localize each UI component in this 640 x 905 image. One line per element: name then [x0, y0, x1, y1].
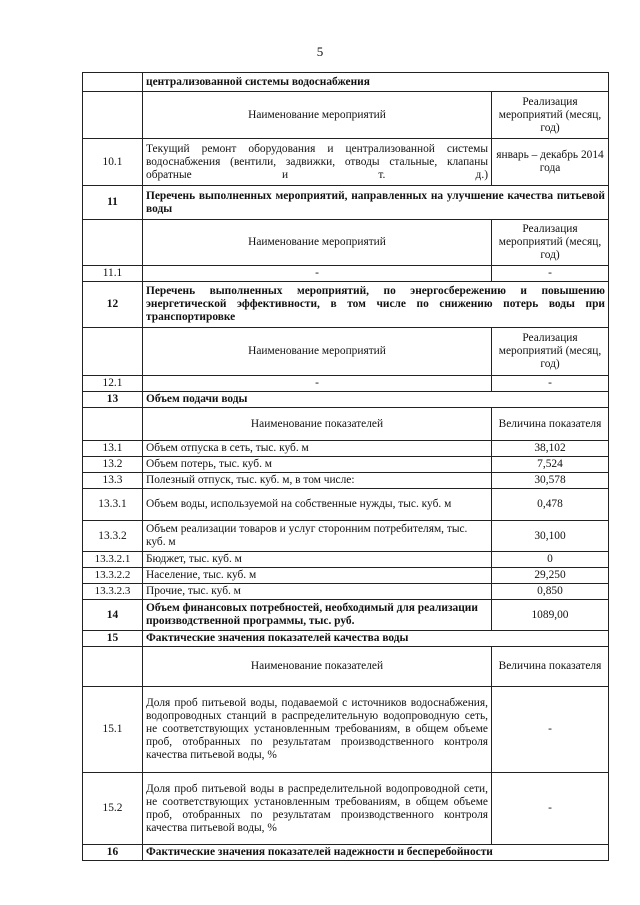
row-number: 12	[83, 282, 143, 328]
section-row	[83, 631, 609, 647]
header-row	[83, 92, 609, 139]
row-number: 13.3.2	[83, 521, 143, 552]
row-text: -	[143, 376, 492, 392]
row-number: 16	[83, 845, 143, 861]
column-header-value: Величина показателя	[492, 647, 609, 687]
header-row	[83, 328, 609, 376]
column-header-name: Наименование показателей	[143, 647, 492, 687]
table-row	[83, 489, 609, 521]
row-value: -	[492, 376, 609, 392]
table-row	[83, 521, 609, 552]
row-text: Объем реализации товаров и услуг сторонним потребителям, тыс. куб. м	[143, 521, 492, 552]
num-cell	[83, 408, 143, 441]
row-number: 10.1	[83, 139, 143, 186]
section-row	[83, 845, 609, 861]
row-value: 0,478	[492, 489, 609, 521]
row-text: Объем воды, используемой на собственные нужды, тыс. куб. м	[143, 489, 492, 521]
num-cell	[83, 73, 143, 92]
table-row	[83, 376, 609, 392]
section-row	[83, 392, 609, 408]
row-number: 11.1	[83, 266, 143, 282]
section-title: Перечень выполненных мероприятий, направленных на улучшение качества питьевой воды	[143, 186, 609, 220]
column-header-realization: Реализация мероприятий (месяц, год)	[492, 220, 609, 266]
section-title: Фактические значения показателей надежности и бесперебойности	[143, 845, 609, 861]
column-header-name: Наименование мероприятий	[143, 92, 492, 139]
row-number: 13	[83, 392, 143, 408]
table-row	[83, 552, 609, 568]
row-text: -	[143, 266, 492, 282]
row-text: Объем потерь, тыс. куб. м	[143, 457, 492, 473]
row-number: 13.3.2.2	[83, 568, 143, 584]
table-row	[83, 457, 609, 473]
section-title: Объем подачи воды	[143, 392, 609, 408]
row-text: Бюджет, тыс. куб. м	[143, 552, 492, 568]
row-value: 30,578	[492, 473, 609, 489]
row-number: 12.1	[83, 376, 143, 392]
header-row	[83, 220, 609, 266]
section-title: Перечень выполненных мероприятий, по энергосбережению и повышению энергетической эффективности, в том числе по снижению потерь воды при транспортировке	[143, 282, 609, 328]
row-text: Объем финансовых потребностей, необходимый для реализации производственной программы, тыс. руб.	[143, 600, 492, 631]
row-value: январь – декабрь 2014 года	[492, 139, 609, 186]
row-value: -	[492, 773, 609, 845]
row-number: 15.1	[83, 687, 143, 773]
row-text: Доля проб питьевой воды, подаваемой с источников водоснабжения, водопроводных станций в распределительную водопроводную сеть, не соответствующих установленным требованиям, в общем объеме проб, отобранных по результатам производственного контроля качества питьевой воды, %	[143, 687, 492, 773]
row-number: 13.2	[83, 457, 143, 473]
row-number: 15.2	[83, 773, 143, 845]
row-number: 11	[83, 186, 143, 220]
section-title: централизованной системы водоснабжения	[143, 73, 609, 92]
row-value: 30,100	[492, 521, 609, 552]
column-header-name: Наименование показателей	[143, 408, 492, 441]
row-value: -	[492, 687, 609, 773]
table-row	[83, 473, 609, 489]
row-text: Текущий ремонт оборудования и централизованной системы водоснабжения (вентили, задвижки, отводы стальные, клапаны обратные и т. д.)	[143, 139, 492, 186]
header-row	[83, 408, 609, 441]
row-value: 0,850	[492, 584, 609, 600]
row-number: 13.3.2.3	[83, 584, 143, 600]
row-text: Прочие, тыс. куб. м	[143, 584, 492, 600]
row-value: -	[492, 266, 609, 282]
column-header-value: Величина показателя	[492, 408, 609, 441]
table-row	[83, 568, 609, 584]
page-number: 5	[316, 44, 324, 59]
table-row	[83, 441, 609, 457]
row-text: Доля проб питьевой воды в распределительной водопроводной сети, не соответствующих установленным требованиям, в общем объеме проб, отобранных по результатам производственного контроля качества питьевой воды, %	[143, 773, 492, 845]
row-value: 1089,00	[492, 600, 609, 631]
column-header-realization: Реализация мероприятий (месяц, год)	[492, 328, 609, 376]
row-number: 15	[83, 631, 143, 647]
row-value: 0	[492, 552, 609, 568]
program-table	[82, 72, 609, 861]
table-row	[83, 773, 609, 845]
table-row	[83, 266, 609, 282]
table-row	[83, 73, 609, 92]
table-row	[83, 584, 609, 600]
row-number: 13.3	[83, 473, 143, 489]
row-value: 29,250	[492, 568, 609, 584]
row-number: 13.1	[83, 441, 143, 457]
row-number: 13.3.2.1	[83, 552, 143, 568]
num-cell	[83, 647, 143, 687]
section-row	[83, 186, 609, 220]
column-header-name: Наименование мероприятий	[143, 328, 492, 376]
num-cell	[83, 328, 143, 376]
header-row	[83, 647, 609, 687]
row-number: 14	[83, 600, 143, 631]
section-row	[83, 282, 609, 328]
row-text: Полезный отпуск, тыс. куб. м, в том числе:	[143, 473, 492, 489]
table-row	[83, 139, 609, 186]
section-title: Фактические значения показателей качества воды	[143, 631, 609, 647]
row-text: Население, тыс. куб. м	[143, 568, 492, 584]
row-text: Объем отпуска в сеть, тыс. куб. м	[143, 441, 492, 457]
table-row	[83, 687, 609, 773]
column-header-name: Наименование мероприятий	[143, 220, 492, 266]
num-cell	[83, 220, 143, 266]
num-cell	[83, 92, 143, 139]
section-row	[83, 600, 609, 631]
row-number: 13.3.1	[83, 489, 143, 521]
row-value: 7,524	[492, 457, 609, 473]
column-header-realization: Реализация мероприятий (месяц, год)	[492, 92, 609, 139]
row-value: 38,102	[492, 441, 609, 457]
